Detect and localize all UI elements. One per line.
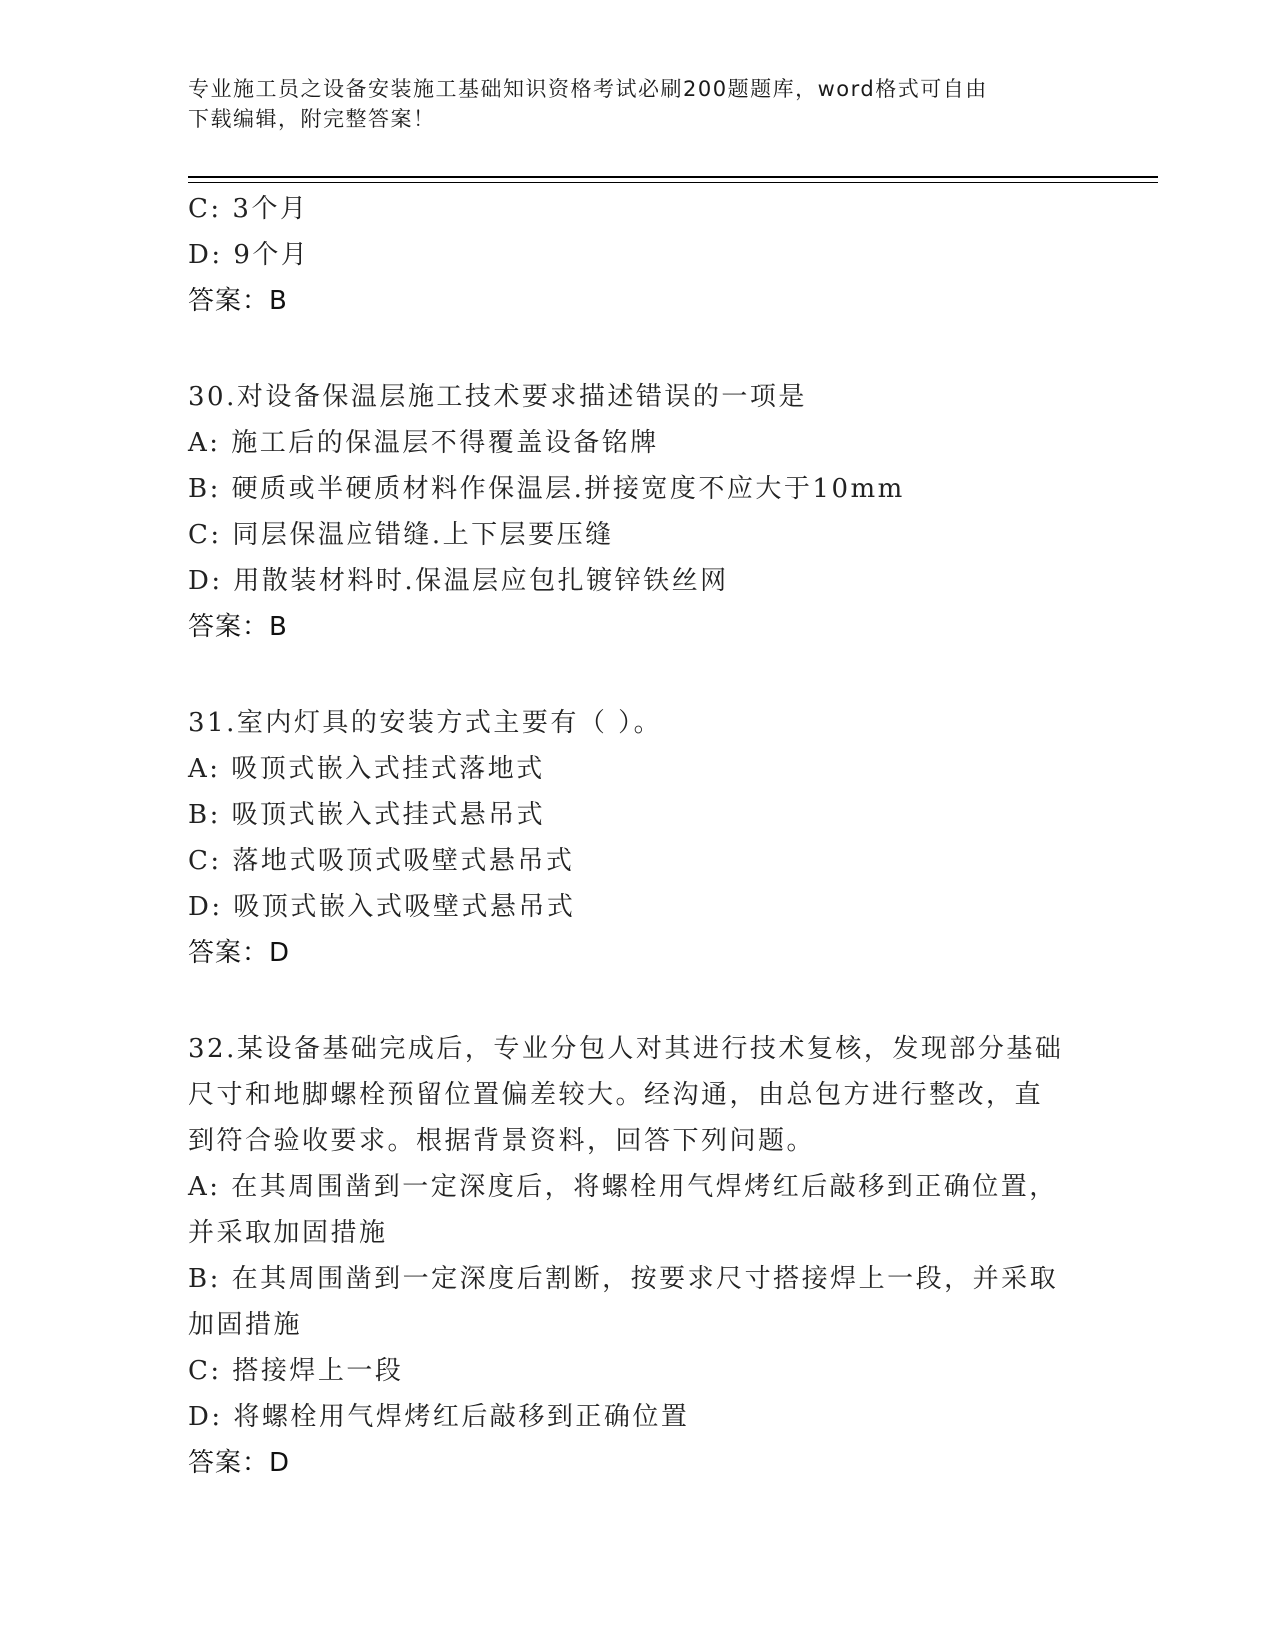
q32-stem-line-1: 32.某设备基础完成后，专业分包人对其进行技术复核，发现部分基础: [188, 1034, 1064, 1064]
q32-option-a-line-2: 并采取加固措施: [188, 1218, 388, 1248]
q30-option-c: C: 同层保温应错缝.上下层要压缝: [188, 520, 614, 550]
document-header: [188, 74, 1088, 134]
q31-option-c: C: 落地式吸顶式吸壁式悬吊式: [188, 846, 575, 876]
header-divider-thick: [188, 176, 1158, 178]
q31-option-a: A: 吸顶式嵌入式挂式落地式: [188, 754, 545, 784]
q31-option-b: B: 吸顶式嵌入式挂式悬吊式: [188, 800, 546, 830]
q32-option-c: C: 搭接焊上一段: [188, 1356, 404, 1386]
q32-answer: 答案：D: [188, 1448, 291, 1478]
q32-option-b-line-1: B: 在其周围凿到一定深度后割断，按要求尺寸搭接焊上一段，并采取: [188, 1264, 1059, 1294]
prev-option-d: D: 9个月: [188, 240, 310, 270]
q30-option-d: D: 用散装材料时.保温层应包扎镀锌铁丝网: [188, 566, 729, 596]
prev-answer: 答案：B: [188, 286, 288, 316]
q32-option-b-line-2: 加固措施: [188, 1310, 303, 1340]
prev-option-c: C: 3个月: [188, 194, 309, 224]
q32-stem-line-2: 尺寸和地脚螺栓预留位置偏差较大。经沟通，由总包方进行整改，直: [188, 1080, 1044, 1110]
q30-stem: 30.对设备保温层施工技术要求描述错误的一项是: [188, 382, 807, 412]
q30-answer: 答案：B: [188, 612, 288, 642]
q30-option-b: B: 硬质或半硬质材料作保温层.拼接宽度不应大于10mm: [188, 474, 905, 504]
header-line-2: 下载编辑，附完整答案！: [188, 107, 436, 131]
q31-stem: 31.室内灯具的安装方式主要有（ ）。: [188, 708, 663, 738]
q31-option-d: D: 吸顶式嵌入式吸壁式悬吊式: [188, 892, 576, 922]
q32-option-a-line-1: A: 在其周围凿到一定深度后，将螺栓用气焊烤红后敲移到正确位置，: [188, 1172, 1058, 1202]
q30-option-a: A: 施工后的保温层不得覆盖设备铭牌: [188, 428, 659, 458]
q31-answer: 答案：D: [188, 938, 291, 968]
header-divider-thin: [188, 182, 1158, 183]
header-line-1: 专业施工员之设备安装施工基础知识资格考试必刷200题题库，word格式可自由: [188, 77, 988, 101]
q32-stem-line-3: 到符合验收要求。根据背景资料，回答下列问题。: [188, 1126, 816, 1156]
q32-option-d: D: 将螺栓用气焊烤红后敲移到正确位置: [188, 1402, 690, 1432]
